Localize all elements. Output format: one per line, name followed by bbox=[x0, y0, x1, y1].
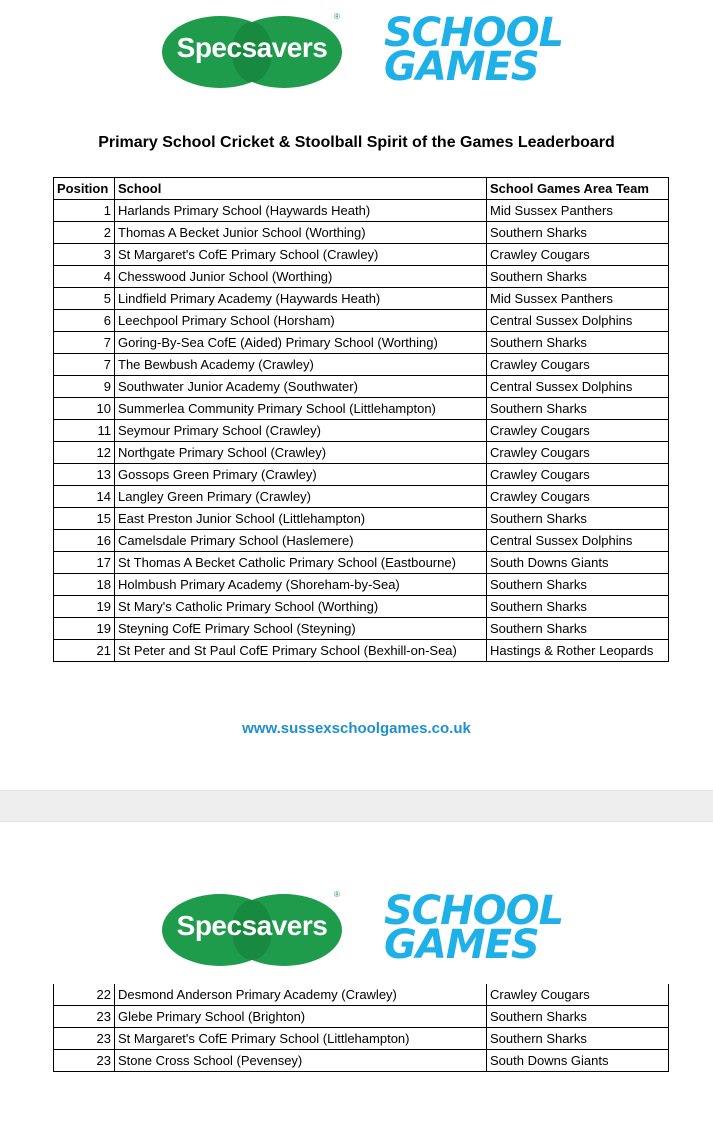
area-team-cell: Crawley Cougars bbox=[487, 486, 669, 508]
table-row bbox=[54, 420, 669, 442]
table-row bbox=[54, 464, 669, 486]
table-row bbox=[54, 508, 669, 530]
table-row bbox=[54, 984, 669, 1006]
table-body bbox=[54, 984, 669, 1072]
table-row bbox=[54, 222, 669, 244]
area-team-cell: Southern Sharks bbox=[487, 596, 669, 618]
position-cell: 13 bbox=[54, 464, 115, 486]
table-row bbox=[54, 596, 669, 618]
area-team-cell: Crawley Cougars bbox=[487, 984, 669, 1006]
school-cell: St Mary's Catholic Primary School (Worthing) bbox=[115, 596, 487, 618]
table-row bbox=[54, 1028, 669, 1050]
area-team-cell: Southern Sharks bbox=[487, 266, 669, 288]
specsavers-wordmark: Specsavers bbox=[176, 910, 328, 941]
school-cell: Gossops Green Primary (Crawley) bbox=[115, 464, 487, 486]
school-cell: Southwater Junior Academy (Southwater) bbox=[115, 376, 487, 398]
school-games-line2: GAMES bbox=[384, 44, 539, 90]
table-row bbox=[54, 618, 669, 640]
position-cell: 6 bbox=[54, 310, 115, 332]
school-cell: Summerlea Community Primary School (Littlehampton) bbox=[115, 398, 487, 420]
table-row bbox=[54, 354, 669, 376]
table-row bbox=[54, 552, 669, 574]
area-team-cell: Crawley Cougars bbox=[487, 420, 669, 442]
school-cell: Holmbush Primary Academy (Shoreham-by-Sea) bbox=[115, 574, 487, 596]
area-team-cell: Southern Sharks bbox=[487, 574, 669, 596]
school-cell: Stone Cross School (Pevensey) bbox=[115, 1050, 487, 1072]
table-row bbox=[54, 530, 669, 552]
position-cell: 5 bbox=[54, 288, 115, 310]
school-cell: Thomas A Becket Junior School (Worthing) bbox=[115, 222, 487, 244]
position-cell: 17 bbox=[54, 552, 115, 574]
school-cell: Harlands Primary School (Haywards Heath) bbox=[115, 200, 487, 222]
logo-bar bbox=[0, 888, 713, 972]
school-games-logo bbox=[384, 10, 564, 92]
table-header-row bbox=[54, 178, 669, 200]
table-row bbox=[54, 398, 669, 420]
table-row bbox=[54, 332, 669, 354]
area-team-cell: Crawley Cougars bbox=[487, 244, 669, 266]
table-row bbox=[54, 288, 669, 310]
position-cell: 23 bbox=[54, 1050, 115, 1072]
specsavers-logo bbox=[162, 892, 342, 968]
position-cell: 19 bbox=[54, 596, 115, 618]
table-row bbox=[54, 1006, 669, 1028]
specsavers-wordmark: Specsavers bbox=[176, 32, 328, 63]
school-games-line2: GAMES bbox=[384, 922, 539, 968]
school-cell: Leechpool Primary School (Horsham) bbox=[115, 310, 487, 332]
school-cell: Goring-By-Sea CofE (Aided) Primary School (Worthing) bbox=[115, 332, 487, 354]
position-cell: 10 bbox=[54, 398, 115, 420]
school-games-line1: SCHOOL bbox=[384, 10, 564, 56]
area-team-cell: Crawley Cougars bbox=[487, 464, 669, 486]
table-body bbox=[54, 200, 669, 662]
school-cell: Glebe Primary School (Brighton) bbox=[115, 1006, 487, 1028]
position-cell: 1 bbox=[54, 200, 115, 222]
school-cell: St Margaret's CofE Primary School (Crawley) bbox=[115, 244, 487, 266]
school-cell: Desmond Anderson Primary Academy (Crawley) bbox=[115, 984, 487, 1006]
school-games-logo bbox=[384, 888, 564, 970]
registered-mark: ® bbox=[334, 12, 340, 21]
school-cell: Langley Green Primary (Crawley) bbox=[115, 486, 487, 508]
table-row bbox=[54, 1050, 669, 1072]
position-cell: 2 bbox=[54, 222, 115, 244]
area-team-cell: South Downs Giants bbox=[487, 552, 669, 574]
position-cell: 23 bbox=[54, 1028, 115, 1050]
school-cell: The Bewbush Academy (Crawley) bbox=[115, 354, 487, 376]
website-link[interactable]: www.sussexschoolgames.co.uk bbox=[242, 720, 471, 737]
school-cell: Lindfield Primary Academy (Haywards Heath) bbox=[115, 288, 487, 310]
leaderboard-table bbox=[53, 177, 669, 662]
position-cell: 14 bbox=[54, 486, 115, 508]
school-cell: St Peter and St Paul CofE Primary School (Bexhill-on-Sea) bbox=[115, 640, 487, 662]
table-row bbox=[54, 266, 669, 288]
table-row bbox=[54, 486, 669, 508]
area-team-cell: Crawley Cougars bbox=[487, 354, 669, 376]
header-area-team: School Games Area Team bbox=[487, 178, 669, 200]
area-team-cell: Mid Sussex Panthers bbox=[487, 200, 669, 222]
table-row bbox=[54, 310, 669, 332]
logo-bar bbox=[0, 10, 713, 94]
position-cell: 16 bbox=[54, 530, 115, 552]
position-cell: 23 bbox=[54, 1006, 115, 1028]
header-position: Position bbox=[54, 178, 115, 200]
page-separator bbox=[0, 790, 713, 822]
school-games-line1: SCHOOL bbox=[384, 888, 564, 934]
position-cell: 9 bbox=[54, 376, 115, 398]
position-cell: 15 bbox=[54, 508, 115, 530]
area-team-cell: Mid Sussex Panthers bbox=[487, 288, 669, 310]
table-row bbox=[54, 244, 669, 266]
position-cell: 18 bbox=[54, 574, 115, 596]
area-team-cell: Southern Sharks bbox=[487, 1006, 669, 1028]
position-cell: 12 bbox=[54, 442, 115, 464]
school-cell: St Thomas A Becket Catholic Primary School (Eastbourne) bbox=[115, 552, 487, 574]
position-cell: 4 bbox=[54, 266, 115, 288]
page-title: Primary School Cricket & Stoolball Spirit of the Games Leaderboard bbox=[98, 134, 615, 151]
school-cell: East Preston Junior School (Littlehampton) bbox=[115, 508, 487, 530]
table-row bbox=[54, 442, 669, 464]
school-cell: Northgate Primary School (Crawley) bbox=[115, 442, 487, 464]
area-team-cell: Southern Sharks bbox=[487, 222, 669, 244]
area-team-cell: Central Sussex Dolphins bbox=[487, 530, 669, 552]
area-team-cell: South Downs Giants bbox=[487, 1050, 669, 1072]
specsavers-logo bbox=[162, 14, 342, 90]
position-cell: 3 bbox=[54, 244, 115, 266]
school-cell: Camelsdale Primary School (Haslemere) bbox=[115, 530, 487, 552]
position-cell: 21 bbox=[54, 640, 115, 662]
table-row bbox=[54, 376, 669, 398]
leaderboard-table-continued bbox=[53, 984, 669, 1072]
area-team-cell: Southern Sharks bbox=[487, 508, 669, 530]
school-cell: Steyning CofE Primary School (Steyning) bbox=[115, 618, 487, 640]
school-cell: St Margaret's CofE Primary School (Littlehampton) bbox=[115, 1028, 487, 1050]
school-cell: Seymour Primary School (Crawley) bbox=[115, 420, 487, 442]
position-cell: 11 bbox=[54, 420, 115, 442]
area-team-cell: Southern Sharks bbox=[487, 332, 669, 354]
table-row bbox=[54, 200, 669, 222]
area-team-cell: Central Sussex Dolphins bbox=[487, 376, 669, 398]
position-cell: 7 bbox=[54, 332, 115, 354]
table-row bbox=[54, 640, 669, 662]
area-team-cell: Central Sussex Dolphins bbox=[487, 310, 669, 332]
school-cell: Chesswood Junior School (Worthing) bbox=[115, 266, 487, 288]
area-team-cell: Southern Sharks bbox=[487, 398, 669, 420]
area-team-cell: Crawley Cougars bbox=[487, 442, 669, 464]
area-team-cell: Southern Sharks bbox=[487, 1028, 669, 1050]
position-cell: 19 bbox=[54, 618, 115, 640]
area-team-cell: Southern Sharks bbox=[487, 618, 669, 640]
document-page-2 bbox=[0, 822, 713, 1123]
area-team-cell: Hastings & Rother Leopards bbox=[487, 640, 669, 662]
header-school: School bbox=[115, 178, 487, 200]
position-cell: 7 bbox=[54, 354, 115, 376]
position-cell: 22 bbox=[54, 984, 115, 1006]
table-row bbox=[54, 574, 669, 596]
registered-mark: ® bbox=[334, 890, 340, 899]
